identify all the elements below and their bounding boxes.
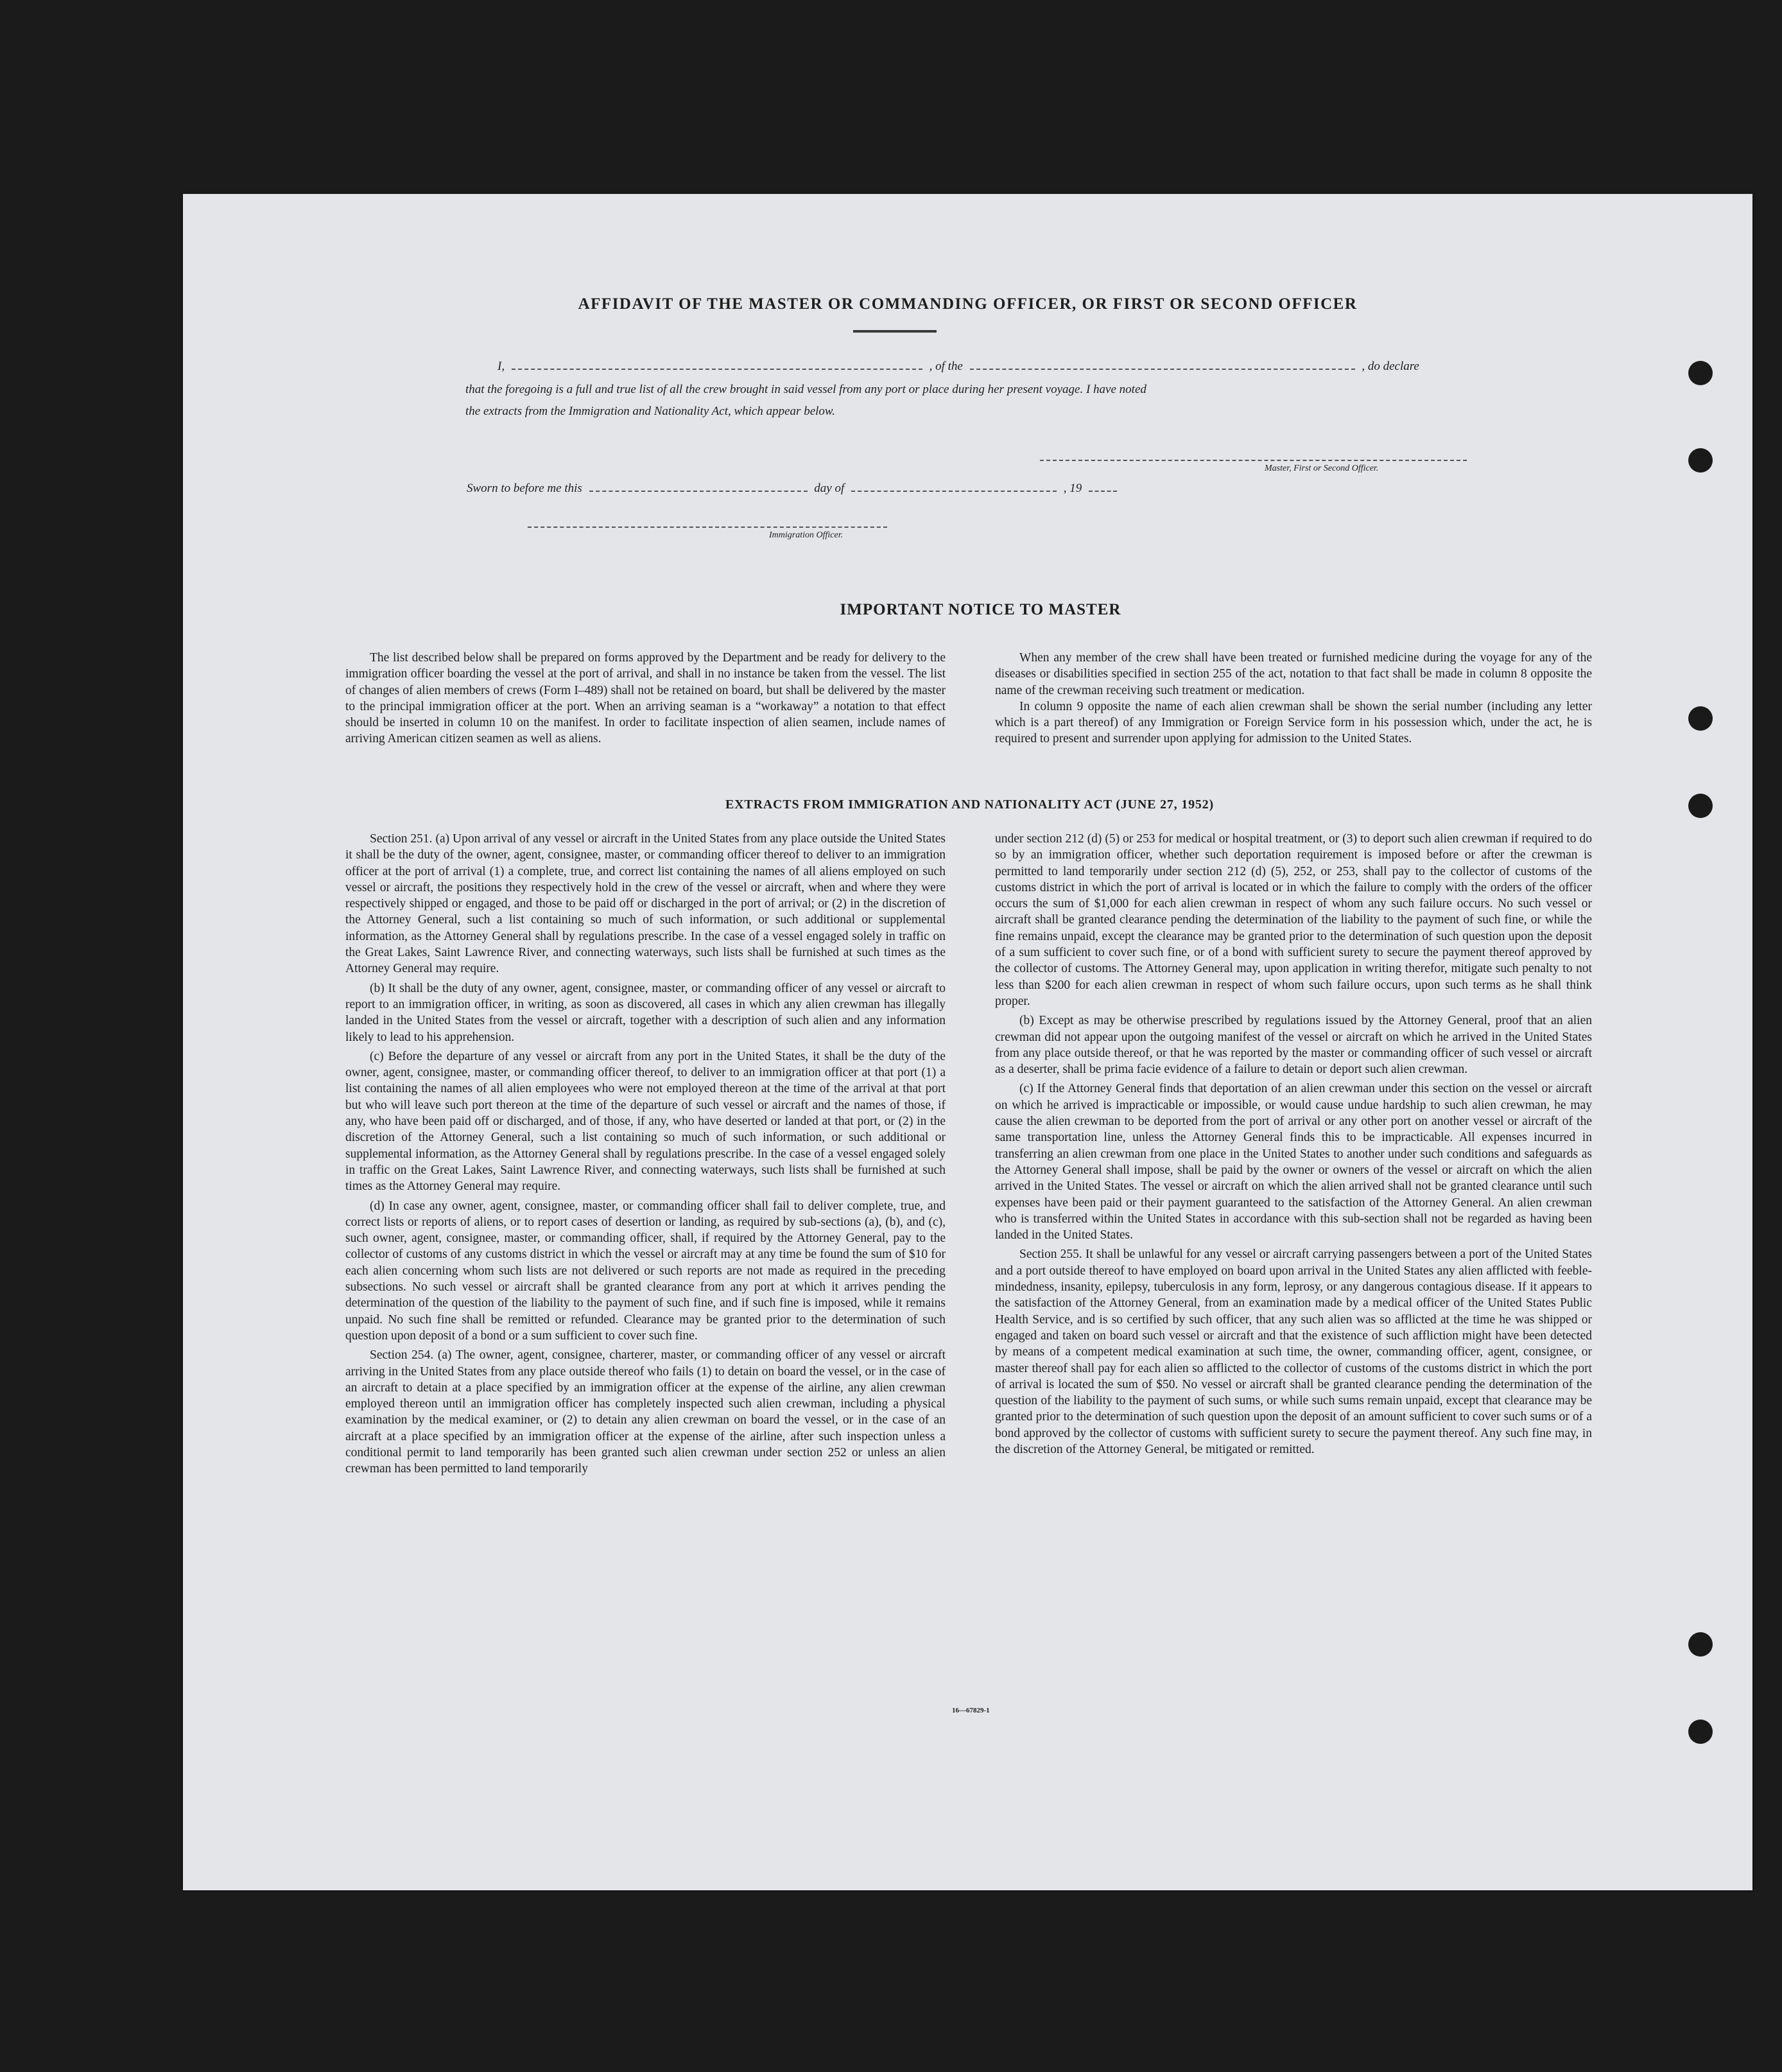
act-section-paragraph: (d) In case any owner, agent, consignee, master, or commanding officer shall fail to deliver complete, true, and correct lists or reports of aliens, or to report cases of desertion or landing, as required by sub-sections (a), (b), and (c), such owner, agent, consignee, master, or commanding officer, shall, if required by the Attorney General, pay to the collector of customs of any customs district in which the vessel or aircraft may at any time be found the sum of $10 for each alien concerning whom such lists are not delivered or such reports are not made as required in the preceding subsections. No such vessel or aircraft shall be granted clearance from any port at which it arrives pending the determination of the question of the liability to the payment of such fine, and if such fine is imposed, while it remains unpaid. No such fine shall be remitted or refunded. Clearance may be granted prior to the determination of such question upon deposit of a bond or a sum sufficient to cover such fine.	[345, 1199, 946, 1343]
extracts-right-column	[995, 831, 1592, 1458]
act-section-paragraph: under section 212 (d) (5) or 253 for medical or hospital treatment, or (3) to deport such alien crewman if required to do so by an immigration officer, whether such deportation requirement is imposed before or after the crewman is permitted to land temporarily under section 212 (d) (5), 252, or 253, shall pay to the collector of customs of the customs district in which the port of arrival is located or in which the failure to comply with the orders of the officer occurs the sum of $1,000 for each alien crewman in respect of whom any such failure occurs. No such vessel or aircraft shall be granted clearance pending the determination of the liability to the payment of such fine, or while the fine remains unpaid, except the clearance may be granted prior to the determination of such question upon the deposit of a sum sufficient to cover such fine, or of a bond with sufficient surety to secure the payment thereof approved by the collector of customs. The Attorney General may, upon application in writing therefor, mitigate such penalty to not less than $200 for each alien crewman in respect of whom such failure occurs, upon such terms as he shall think proper.	[995, 832, 1592, 1008]
punch-hole	[1688, 361, 1713, 385]
day-of-label: day of	[814, 482, 845, 495]
notice-title: IMPORTANT NOTICE TO MASTER	[840, 601, 1121, 618]
extracts-left-column	[345, 831, 946, 1477]
punch-hole	[1688, 706, 1713, 731]
sworn-label: Sworn to before me this	[467, 482, 582, 495]
extracts-title: EXTRACTS FROM IMMIGRATION AND NATIONALITY ACT (JUNE 27, 1952)	[725, 797, 1214, 812]
act-section-paragraph: (c) Before the departure of any vessel or aircraft from any port in the United States, it shall be the duty of the owner, agent, consignee, master, or commanding officer thereof, to deliver to an immigration officer at that port (1) a list containing the names of all alien employees who were not employed thereon at the time of the arrival at that port but who will leave such port thereon at the time of the departure of such vessel or aircraft and the names of those, if any, who have been paid off or discharged, and of those, if any, who have deserted or landed at that port, or (2) in the discretion of the Attorney General, such a list containing so much of such information, or such additional or supplemental information, as the Attorney General shall by regulations prescribe. In the case of a vessel engaged solely in traffic on the Great Lakes, Saint Lawrence River, and connecting waterways, such lists shall be furnished at such times as the Attorney General may require.	[345, 1049, 946, 1194]
sworn-year-field[interactable]	[1089, 483, 1117, 492]
notice-paragraph: The list described below shall be prepared on forms approved by the Department and be ready for delivery to the immigration officer boarding the vessel at the port of arrival, and shall in no instance be taken from the vessel. The list of changes of alien members of crews (Form I–489) shall not be retained on board, but shall be delivered by the master to the principal immigration officer at the port. When an arriving seaman is a “workaway” a notation to that effect should be inserted in column 10 on the manifest. In order to facilitate inspection of alien seamen, include names of arriving American citizen seamen as well as aliens.	[345, 651, 946, 746]
sworn-day-field[interactable]	[589, 483, 808, 492]
year-label: , 19	[1063, 482, 1082, 495]
do-declare-label: , do declare	[1362, 360, 1419, 373]
title-divider	[853, 330, 937, 333]
declaration-line-1	[497, 360, 1419, 374]
declarant-name-field[interactable]	[512, 361, 922, 370]
immigration-officer-signature-line[interactable]	[528, 527, 887, 528]
act-section-paragraph: Section 254. (a) The owner, agent, consignee, charterer, master, or commanding officer of any vessel or aircraft arriving in the United States from any place outside thereof who fails (1) to detain on board the vessel, or in the case of an aircraft to detain at a place specified by an immigration officer at the expense of the airline, any alien crewman employed thereon until an immigration officer has completely inspected such alien crewman, including a physical examination by the medical examiner, or (2) to detain any alien crewman on board the vessel, or in the case of an aircraft at a place specified by an immigration officer at the expense of the airline, after such inspection unless a conditional permit to land temporarily has been granted such alien crewman under section 252 or unless an alien crewman has been permitted to land temporarily	[345, 1348, 946, 1476]
notice-right-column	[995, 650, 1592, 747]
declaration-line-3: the extracts from the Immigration and Nationality Act, which appear below.	[465, 405, 835, 418]
act-section-paragraph: (b) Except as may be otherwise prescribed by regulations issued by the Attorney General, proof that an alien crewman did not appear upon the outgoing manifest of the vessel or aircraft on which he arrived in the United States from any place outside thereof, or that he was reported by the master or commanding officer of such vessel or aircraft as a deserter, shall be prima facie evidence of a failure to detain or deport such alien crewman.	[995, 1014, 1592, 1077]
act-section-paragraph: (b) It shall be the duty of any owner, agent, consignee, master, or commanding officer of any vessel or aircraft to report to an immigration officer, in writing, as soon as discovered, all cases in which any alien crewman has illegally landed in the United States from the vessel or aircraft, together with a description of such alien and any information likely to lead to his apprehension.	[345, 981, 946, 1044]
of-the-label: , of the	[929, 360, 963, 373]
punch-hole	[1688, 1632, 1713, 1657]
affidavit-title: AFFIDAVIT OF THE MASTER OR COMMANDING OFFICER, OR FIRST OR SECOND OFFICER	[578, 295, 1358, 313]
declarant-label: I,	[497, 360, 505, 373]
master-signature-line[interactable]	[1040, 460, 1467, 461]
declaration-line-2: that the foregoing is a full and true list of all the crew brought in said vessel from any port or place during her present voyage. I have noted	[465, 383, 1146, 396]
sworn-line	[467, 482, 1121, 496]
act-section-paragraph: (c) If the Attorney General finds that deportation of an alien crewman under this section on the vessel or aircraft on which he arrived is impracticable or impossible, or would cause undue hardship to such alien crewman, he may cause the alien crewman to be deported from the port of arrival or any other port on another vessel or aircraft of the same transportation line, unless the Attorney General finds this to be impracticable. All expenses incurred in transferring an alien crewman from one place in the United States to another under such conditions and safeguards as the Attorney General shall impose, shall be paid by the owner or owners of the vessel or aircraft on which the alien arrived in the United States. The vessel or aircraft on which the alien arrived shall not be granted clearance until such expenses have been paid or their payment guaranteed to the satisfaction of the Attorney General. An alien crewman who is transferred within the United States in accordance with this sub-section shall not be regarded as having been landed in the United States.	[995, 1082, 1592, 1242]
punch-hole	[1688, 448, 1713, 473]
sworn-month-field[interactable]	[851, 483, 1057, 492]
master-signature-caption: Master, First or Second Officer.	[1265, 464, 1379, 473]
notice-left-column	[345, 650, 946, 747]
document-page	[183, 194, 1752, 1890]
act-section-paragraph: Section 251. (a) Upon arrival of any vessel or aircraft in the United States from any place outside the United States it shall be the duty of the owner, agent, consignee, master, or commanding officer thereof to deliver to an immigration officer at the port of arrival (1) a complete, true, and correct list containing the names of all aliens employed on such vessel or aircraft, the positions they respectively hold in the crew of the vessel or aircraft, when and where they were respectively shipped or engaged, and those to be paid off or discharged in the port of arrival; or (2) in the discretion of the Attorney General, such a list containing so much of such information, or such additional or supplemental information, as the Attorney General shall by regulations prescribe. In the case of a vessel engaged solely in traffic on the Great Lakes, Saint Lawrence River, and connecting waterways, such lists shall be furnished at such times as the Attorney General may require.	[345, 832, 946, 976]
form-code: 16—67829-1	[952, 1707, 990, 1714]
notice-paragraph: In column 9 opposite the name of each alien crewman shall be shown the serial number (including any letter which is a part thereof) of any Immigration or Foreign Service form in his possession which, under the act, he is required to present and surrender upon applying for admission to the United States.	[995, 699, 1592, 746]
punch-hole	[1688, 1719, 1713, 1744]
immigration-officer-caption: Immigration Officer.	[769, 530, 843, 540]
notice-paragraph: When any member of the crew shall have been treated or furnished medicine during the voyage for any of the diseases or disabilities specified in section 255 of the act, notation to that fact shall be made in column 8 opposite the name of the crewman receiving such treatment or medication.	[995, 651, 1592, 697]
vessel-name-field[interactable]	[970, 361, 1355, 370]
act-section-paragraph: Section 255. It shall be unlawful for any vessel or aircraft carrying passengers between a port of the United States and a port outside thereof to have employed on board upon arrival in the United States any alien afflicted with feeble-mindedness, insanity, epilepsy, tuberculosis in any form, leprosy, or any dangerous contagious disease. If it appears to the satisfaction of the Attorney General, from an examination made by a medical officer of the United States Public Health Service, and is so certified by such officer, that any such alien was so afflicted at the time he was shipped or engaged and taken on board such vessel or aircraft and that the existence of such affliction might have been detected by means of a competent medical examination at such time, the owner, commanding officer, agent, consignee, or master thereof shall pay for each alien so afflicted to the collector of customs of the customs district in which the port of arrival is located the sum of $50. No vessel or aircraft shall be granted clearance pending the determination of the question of the liability to the payment of such sums, or while such sums remain unpaid, except that clearance may be granted prior to the determination of such question upon the deposit of an amount sufficient to cover such sums or of a bond approved by the collector of customs with sufficient surety to secure the payment thereof. Any such fine may, in the discretion of the Attorney General, be mitigated or remitted.	[995, 1248, 1592, 1456]
